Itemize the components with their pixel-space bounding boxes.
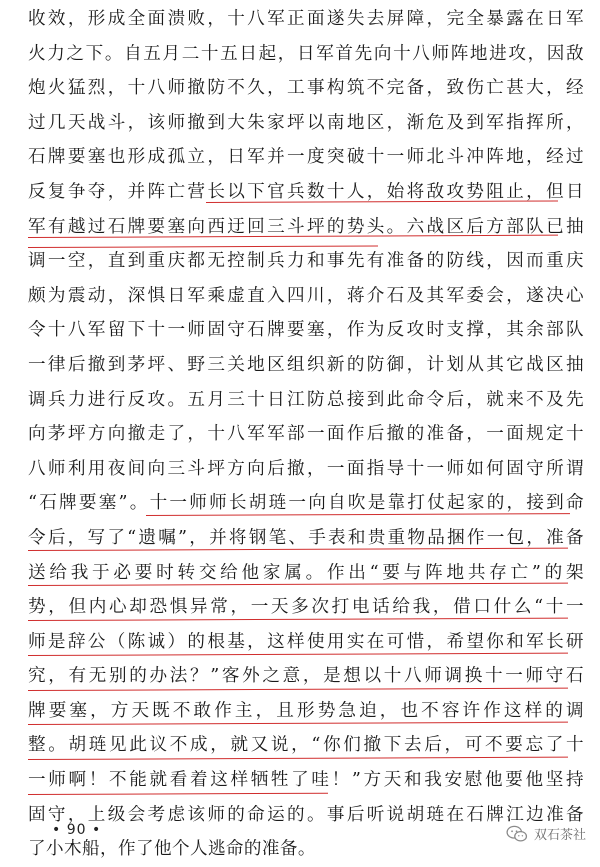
text-line: 反复争夺，并阵亡营长以下官兵数十人，始将敌攻势阻止，但日 [28, 181, 584, 202]
text-line: 一律后撤到茅坪、野三关地区组织新的防御，计划从其它战区抽 [28, 354, 584, 375]
text-line: 送给我于必要时转交给他家属。作出“要与阵地共存亡”的架 [28, 562, 584, 583]
page-number: • 90 • [52, 822, 102, 838]
wechat-icon [506, 825, 528, 843]
text-line: 调一空，直到重庆都无控制兵力和事先有准备的防线，因而重庆 [28, 251, 584, 272]
text-line: 石牌要塞也形成孤立，日军并一度突破十一师北斗冲阵地，经过 [28, 147, 584, 168]
text-line: “石牌要塞”。十一师师长胡琏一向自吹是靠打仗起家的，接到命 [28, 493, 584, 514]
text-line: 了小木船，作了他个人逃命的准备。 [28, 839, 316, 860]
text-line: 颇为震动，深惧日军乘虚直入四川，蒋介石及其军委会，遂决心 [28, 285, 584, 306]
text-line: 令十八军留下十一师固守石牌要塞，作为反攻时支撑，其余部队 [28, 320, 584, 341]
text-line: 八师利用夜间向三斗坪方向后撤，一面指导十一师如何固守所谓 [28, 458, 584, 479]
text-line: 令后，写了“遗嘱”，并将钢笔、手表和贵重物品捆作一包，准备 [28, 527, 584, 548]
text-line: 向茅坪方向撤走了，十八军军部一面作后撤的准备，一面规定十 [28, 424, 584, 445]
text-line: 整。胡琏见此议不成，就又说，“你们撤下去后，可不要忘了十 [28, 735, 584, 756]
text-line: 调兵力进行反攻。五月三十日江防总接到此命令后，就来不及先 [28, 389, 584, 410]
text-line: 牌要塞，方天既不敢作主，且形势急迫，也不容许作这样的调 [28, 700, 584, 721]
text-line: 过几天战斗，该师撤到大朱家坪以南地区，渐危及到军指挥所， [28, 112, 584, 133]
text-line: 势，但内心却恐惧异常，一天多次打电话给我，借口什么“十一 [28, 597, 584, 618]
text-line: 军有越过石牌要塞向西迂回三斗坪的势头。六战区后方部队已抽 [28, 216, 584, 237]
text-line: 师是辞公（陈诚）的根基，这样使用实在可惜，希望你和军长研 [28, 631, 584, 652]
text-line: 收效，形成全面溃败，十八军正面遂失去屏障，完全暴露在日军 [28, 9, 584, 29]
text-line: 一师啊！不能就看着这样牺牲了哇！”方天和我安慰他要他坚持 [28, 770, 584, 791]
text-line: 固守，上级会考虑该师的命运的。事后听说胡琏在石牌江边准备 [28, 804, 584, 825]
body-text [28, 2, 584, 867]
watermark-text: 双石茶社 [533, 828, 586, 843]
text-line: 炮火猛烈，十八师撤防不久，工事构筑不完备，致伤亡甚大，经 [28, 78, 584, 99]
text-line: 火力之下。自五月二十五日起，日军首先向十八师阵地进攻，因敌 [28, 43, 584, 64]
page-footer [0, 814, 600, 854]
watermark [506, 824, 586, 843]
text-line: 究，有无别的办法？”客外之意，是想以十八师调换十一师守石 [28, 666, 584, 687]
